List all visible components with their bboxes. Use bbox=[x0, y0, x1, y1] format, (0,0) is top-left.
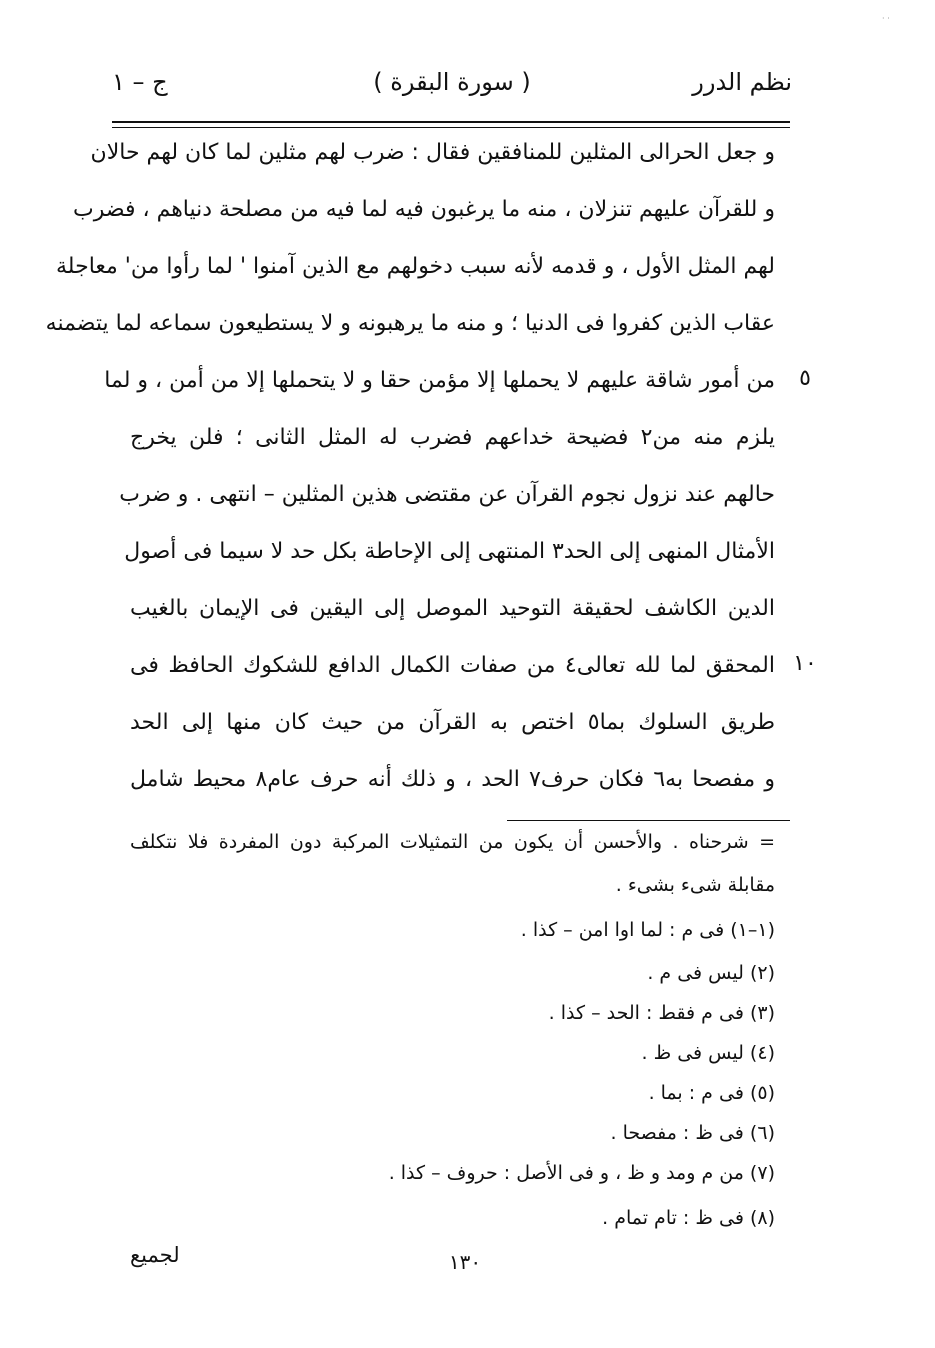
header-surah-title: ( سورة البقرة ) bbox=[373, 68, 531, 96]
footnote-item: (١–١) فى م : لما اوا امن – كذا . bbox=[520, 919, 775, 941]
text-line: و للقرآن عليهم تنزلان ، منه ما يرغبون فيه لما فيه من مصلحة دنياهم ، فضرب bbox=[73, 197, 775, 222]
footnote-item: (٦) فى ظ : مفصحا . bbox=[610, 1122, 775, 1144]
text-line: المحقق لما لله تعالى٤ من صفات الكمال الدافع للشكوك الحافظ فى bbox=[130, 653, 776, 678]
text-line: عقاب الذين كفروا فى الدنيا ؛ و منه ما يرهبونه و لا يستطيعون سماعه لما يتضمنه bbox=[45, 311, 775, 336]
line-number-5: ٥ bbox=[799, 366, 811, 391]
footnote-continuation-line: مقابلة شىء بشىء . bbox=[615, 874, 775, 896]
corner-scan-mark: · · bbox=[882, 14, 890, 23]
text-line: لهم المثل الأول ، و قدمه لأنه سبب دخولهم مع الذين آمنوا ' لما رأوا من' معاجلة bbox=[56, 254, 775, 279]
footnote-item: (٥) فى م : بما . bbox=[648, 1082, 775, 1104]
footnote-item: (٣) فى م فقط : الحد – كذا . bbox=[548, 1002, 775, 1024]
footnote-item: (٧) من م ومد و ظ ، و فى الأصل : حروف – كذا . bbox=[388, 1162, 775, 1184]
footnote-item: (٤) ليس فى ظ . bbox=[641, 1042, 775, 1064]
line-number-10: ١٠ bbox=[793, 651, 817, 676]
text-line: من أمور شاقة عليهم لا يحملها إلا مؤمن حقا و لا يتحملها إلا من أمن ، و لما bbox=[104, 368, 775, 393]
text-line: طريق السلوك بما٥ اختص به القرآن من حيث كان منها إلى الحد bbox=[130, 710, 775, 735]
catchword: لجميع bbox=[130, 1243, 180, 1267]
text-line: يلزم منه من٢ فضيحة خداعهم فضرب له المثل الثانى ؛ فلن يخرج bbox=[130, 425, 776, 450]
footnote-item: (٢) ليس فى م . bbox=[647, 962, 775, 984]
header-book-title: نظم الدرر bbox=[692, 68, 792, 96]
text-line: الأمثال المنهى إلى الحد٣ المنتهى إلى الإحاطة بكل حد لا سيما فى أصول bbox=[124, 539, 775, 564]
footnote-continuation-line: = شرحناه . والأحسن أن يكون من التمثيلات المركبة دون المفردة فلا نتكلف bbox=[130, 831, 775, 853]
header-rule-thin bbox=[112, 127, 790, 128]
page-number: ١٣٠ bbox=[448, 1250, 482, 1274]
footnote-separator bbox=[507, 820, 790, 821]
text-line: و مفصحا به٦ فكان حرف٧ الحد ، و ذلك أنه حرف عام٨ محيط شامل bbox=[130, 767, 775, 792]
text-line: الدين الكاشف لحقيقة التوحيد الموصل إلى اليقين فى الإيمان بالغيب bbox=[130, 596, 775, 621]
text-line: و جعل الحرالى المثلين للمنافقين فقال : ضرب لهم مثلين لما كان لهم حالان bbox=[90, 140, 775, 165]
header-volume: ج – ١ bbox=[112, 68, 168, 96]
text-line: حالهم عند نزول نجوم القرآن عن مقتضى هذين المثلين – انتهى . و ضرب bbox=[119, 482, 775, 507]
footnote-item: (٨) فى ظ : تام تمام . bbox=[602, 1207, 775, 1229]
running-header bbox=[112, 68, 792, 108]
header-rule-thick bbox=[112, 121, 790, 123]
